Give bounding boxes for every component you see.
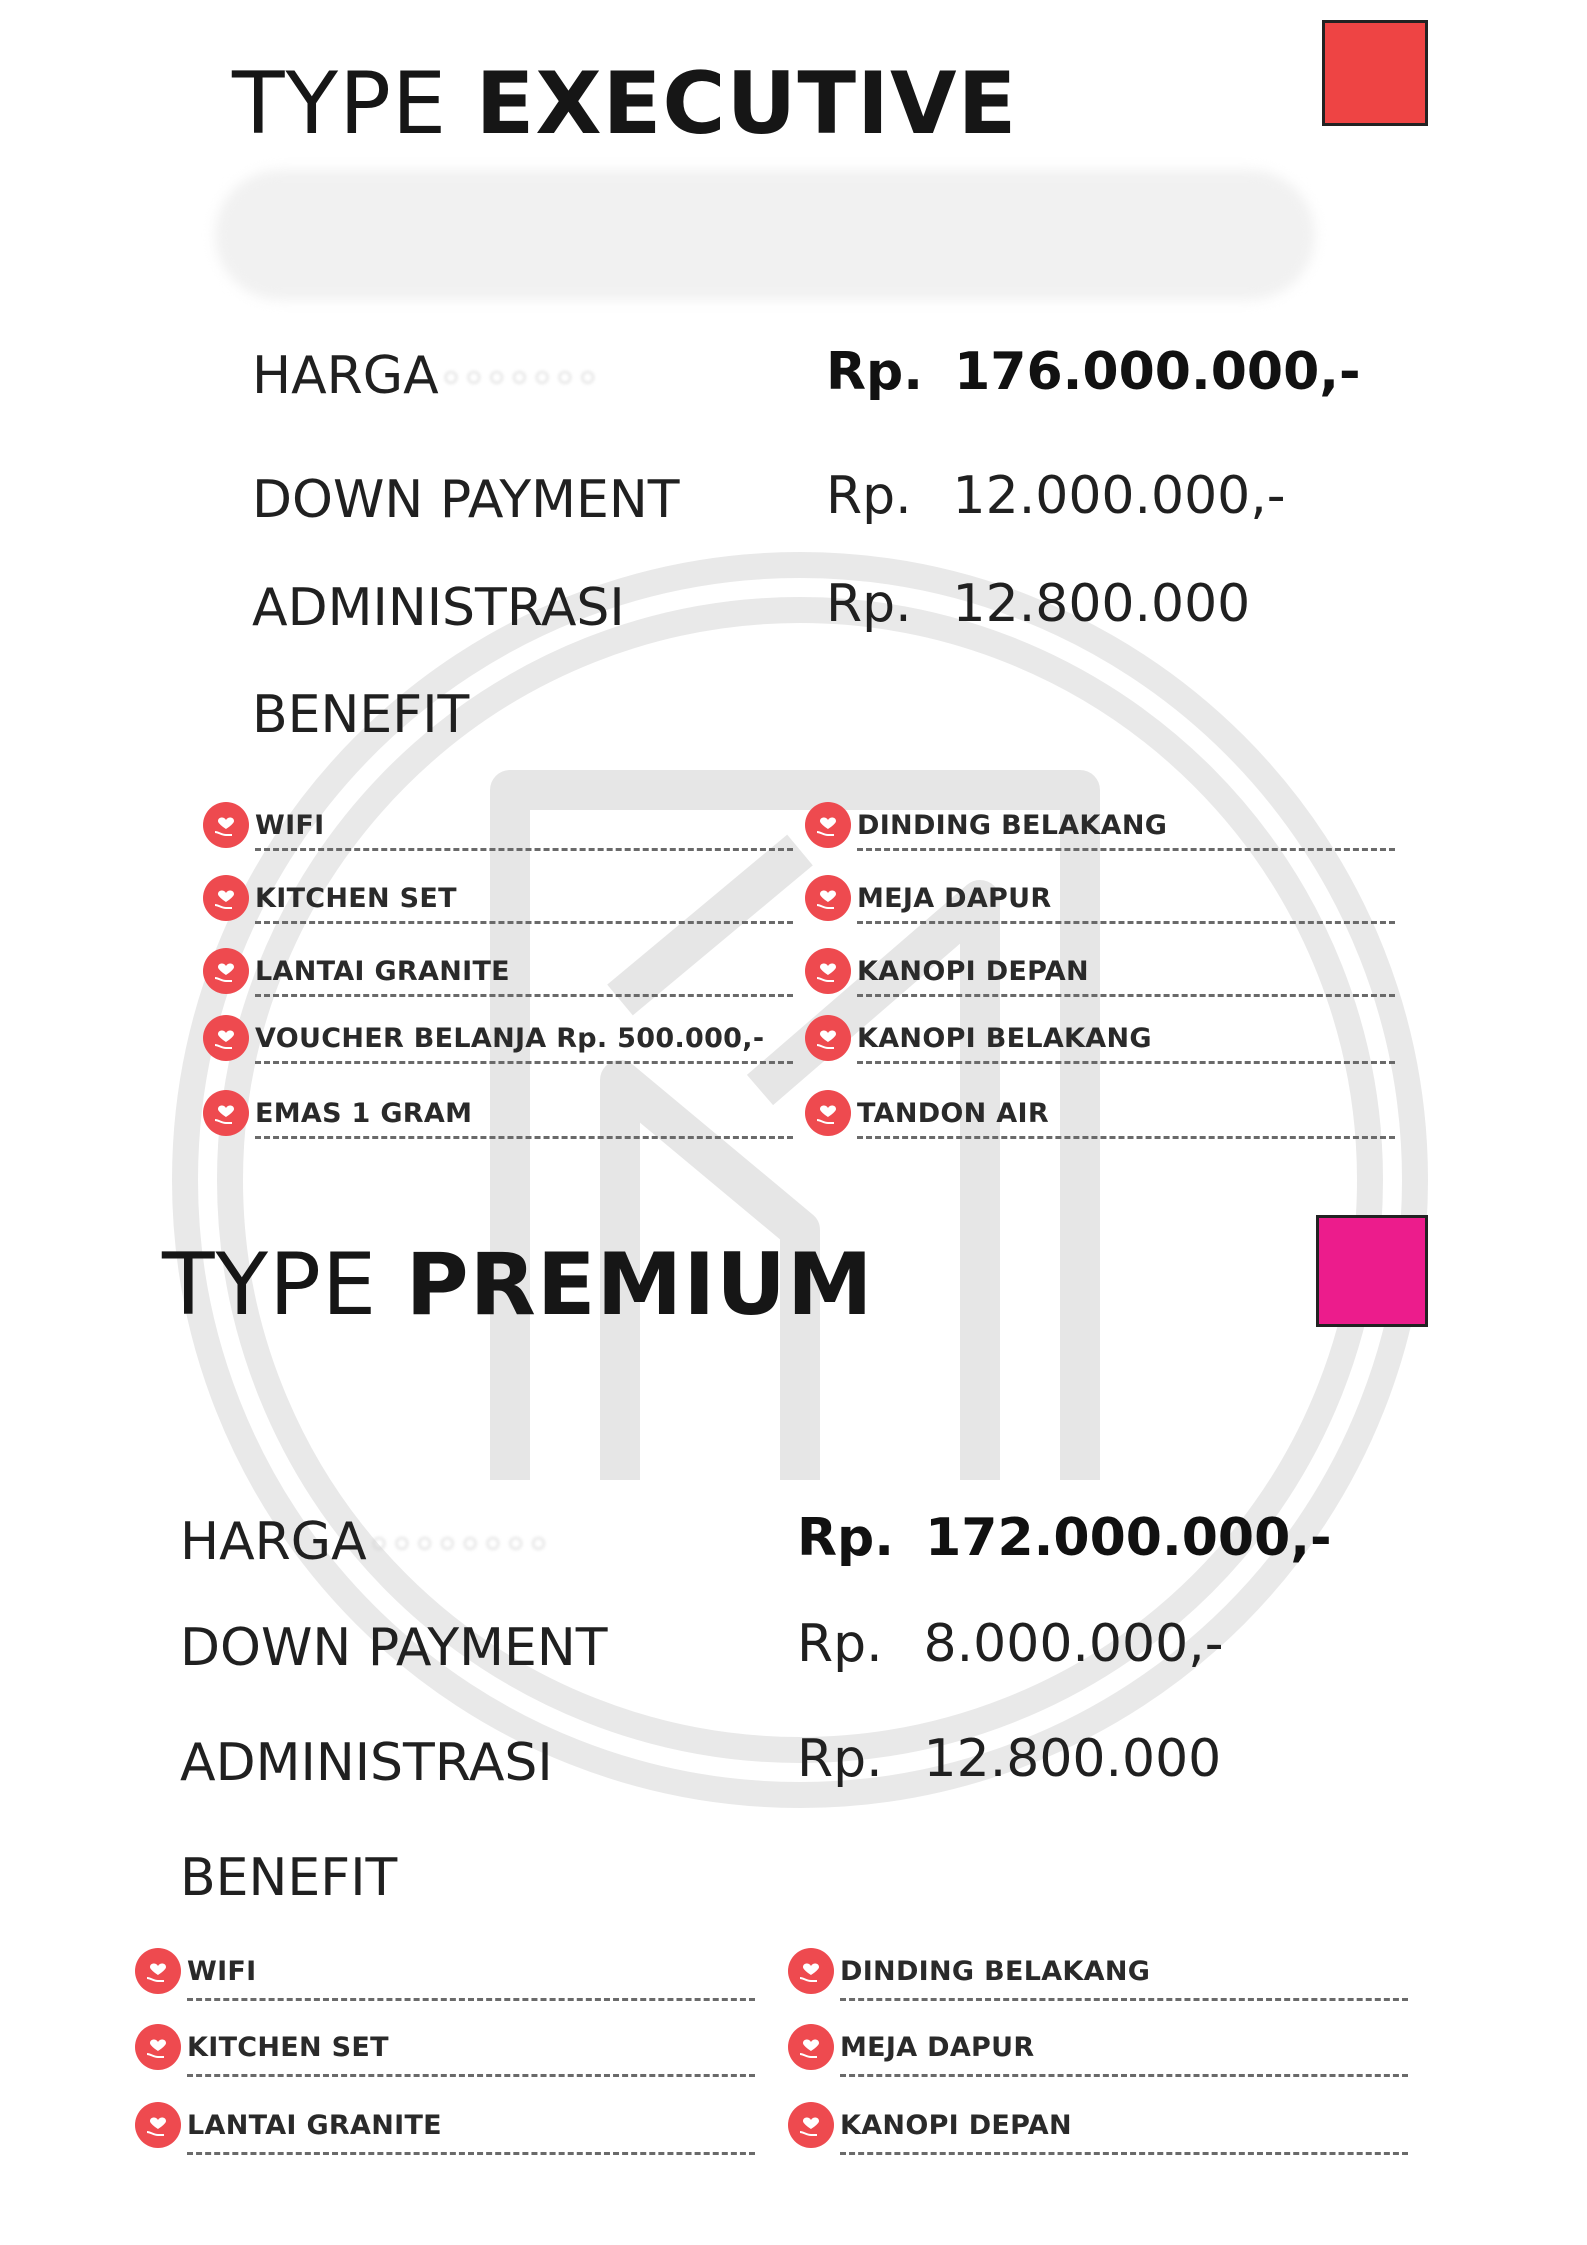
- heart-hand-icon: [788, 1948, 834, 1994]
- executive-dp-label: DOWN PAYMENT: [252, 470, 680, 530]
- benefit-item: KANOPI DEPAN: [788, 2102, 1408, 2148]
- benefit-item: MEJA DAPUR: [805, 875, 1395, 921]
- heart-hand-icon: [805, 802, 851, 848]
- heart-hand-icon: [203, 1015, 249, 1061]
- heart-hand-icon: [788, 2024, 834, 2070]
- executive-title: TYPE EXECUTIVE: [232, 54, 1018, 154]
- benefit-item: LANTAI GRANITE: [135, 2102, 755, 2148]
- heart-hand-icon: [203, 875, 249, 921]
- benefit-item: KITCHEN SET: [135, 2024, 755, 2070]
- executive-harga-value: Rp. 176.000.000,-: [826, 342, 1361, 402]
- benefit-item: WIFI: [203, 802, 793, 848]
- executive-admin-label: ADMINISTRASI: [252, 578, 625, 638]
- heart-hand-icon: [805, 948, 851, 994]
- benefit-item: LANTAI GRANITE: [203, 948, 793, 994]
- benefit-item: TANDON AIR: [805, 1090, 1395, 1136]
- benefit-item: WIFI: [135, 1948, 755, 1994]
- heart-hand-icon: [135, 2102, 181, 2148]
- benefit-item: MEJA DAPUR: [788, 2024, 1408, 2070]
- premium-harga-value: Rp. 172.000.000,-: [797, 1508, 1332, 1568]
- heart-hand-icon: [805, 1015, 851, 1061]
- heart-hand-icon: [203, 948, 249, 994]
- premium-admin-value: Rp. 12.800.000: [797, 1729, 1222, 1789]
- premium-color-swatch: [1316, 1215, 1428, 1327]
- blurred-subtitle: [215, 170, 1315, 300]
- benefit-item: KANOPI BELAKANG: [805, 1015, 1395, 1061]
- premium-dp-value: Rp. 8.000.000,-: [797, 1614, 1224, 1674]
- heart-hand-icon: [805, 1090, 851, 1136]
- benefit-item: DINDING BELAKANG: [805, 802, 1395, 848]
- executive-dp-value: Rp. 12.000.000,-: [826, 466, 1286, 526]
- heart-hand-icon: [203, 1090, 249, 1136]
- premium-admin-label: ADMINISTRASI: [180, 1733, 553, 1793]
- benefit-item: DINDING BELAKANG: [788, 1948, 1408, 1994]
- benefit-item: KANOPI DEPAN: [805, 948, 1395, 994]
- heart-hand-icon: [135, 2024, 181, 2070]
- heart-hand-icon: [788, 2102, 834, 2148]
- executive-admin-value: Rp. 12.800.000: [826, 574, 1251, 634]
- blurred-text: ◦◦◦◦◦◦◦◦: [366, 1520, 549, 1569]
- premium-dp-label: DOWN PAYMENT: [180, 1618, 608, 1678]
- blurred-text: ◦◦◦◦◦◦◦: [438, 354, 599, 403]
- heart-hand-icon: [805, 875, 851, 921]
- premium-benefit-heading: BENEFIT: [180, 1848, 398, 1908]
- executive-color-swatch: [1322, 20, 1428, 126]
- benefit-item: KITCHEN SET: [203, 875, 793, 921]
- benefit-item: EMAS 1 GRAM: [203, 1090, 793, 1136]
- heart-hand-icon: [135, 1948, 181, 1994]
- benefit-item: VOUCHER BELANJA Rp. 500.000,-: [203, 1015, 793, 1061]
- premium-title: TYPE PREMIUM: [162, 1235, 874, 1335]
- premium-harga-label: HARGA◦◦◦◦◦◦◦◦: [180, 1512, 549, 1572]
- executive-harga-label: HARGA◦◦◦◦◦◦◦: [252, 346, 599, 406]
- executive-benefit-heading: BENEFIT: [252, 685, 470, 745]
- heart-hand-icon: [203, 802, 249, 848]
